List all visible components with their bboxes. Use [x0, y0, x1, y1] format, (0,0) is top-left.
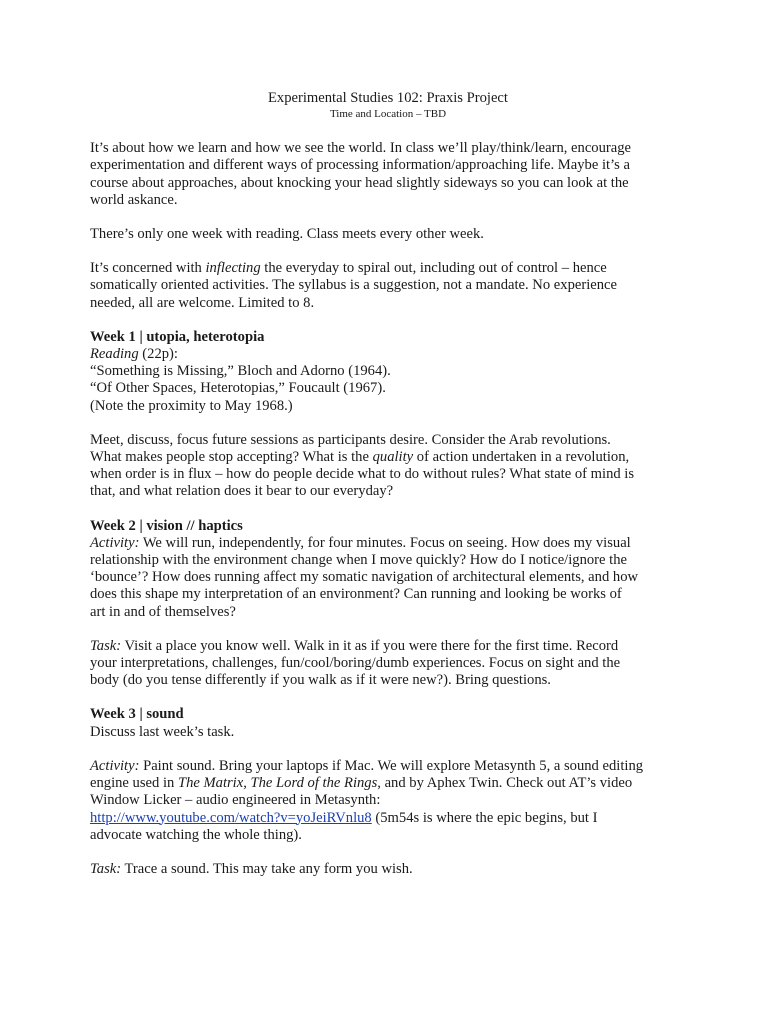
text-line: needed, all are welcome. Limited to 8.	[90, 294, 315, 311]
week-1-reading	[90, 346, 686, 415]
text-fragment: engine used in	[90, 775, 178, 792]
text-line	[90, 758, 686, 775]
text-fragment: Paint sound. Bring your laptops if Mac. We will explore Metasynth 5, a sound editing	[139, 757, 644, 774]
reading-pages: (22p):	[138, 346, 178, 363]
intro-paragraph-1	[90, 140, 686, 209]
text-line	[90, 810, 686, 827]
week-3-task	[90, 861, 686, 878]
week-2-task	[90, 638, 686, 690]
text-line: experimentation and different ways of processing information/approaching life. Maybe it’s a	[90, 157, 630, 174]
text-line: does this shape my interpretation of an environment? Can running and looking be works of	[90, 586, 622, 603]
text-fragment: the everyday to spiral out, including out of control – hence	[260, 260, 607, 277]
reading-item: “Something is Missing,” Bloch and Adorno (1964).	[90, 363, 391, 380]
text-line: course about approaches, about knocking your head slightly sideways so you can look at the	[90, 174, 629, 191]
text-line	[90, 535, 686, 552]
text-line	[90, 775, 686, 792]
emphasis-text: quality	[372, 449, 414, 466]
text-line: Window Licker – audio engineered in Metasynth:	[90, 792, 381, 809]
text-fragment: We will run, independently, for four minutes. Focus on seeing. How does my visual	[139, 534, 631, 551]
task-label: Task:	[90, 860, 122, 877]
task-label: Task:	[90, 637, 122, 654]
text-line: relationship with the environment change when I move quickly? How do I notice/ignore the	[90, 552, 627, 569]
text-line: world askance.	[90, 191, 178, 208]
text-line: your interpretations, challenges, fun/cool/boring/dumb experiences. Focus on sight and the	[90, 655, 621, 672]
reading-item: “Of Other Spaces, Heterotopias,” Foucault (1967).	[90, 380, 386, 397]
page-subtitle: Time and Location – TBD	[329, 108, 447, 121]
text-line: advocate watching the whole thing).	[90, 826, 302, 843]
text-fragment: of action undertaken in a revolution,	[413, 449, 630, 466]
film-title: The Matrix	[177, 775, 244, 792]
reading-label: Reading	[90, 346, 139, 363]
text-fragment: ,	[243, 775, 251, 792]
text-line: ‘bounce’? How does running affect my somatic navigation of architectural elements, and how	[90, 569, 639, 586]
text-fragment: (5m54s is where the epic begins, but I	[371, 809, 598, 826]
page-title: Experimental Studies 102: Praxis Project	[268, 90, 508, 106]
text-line: when order is in flux – how do people decide what to do without rules? What state of mind is	[90, 466, 635, 483]
text-line: It’s about how we learn and how we see the world. In class we’ll play/think/learn, encourage	[90, 140, 632, 157]
text-line	[90, 449, 686, 466]
intro-paragraph-3	[90, 260, 686, 312]
week-3-heading: Week 3 | sound	[90, 706, 184, 723]
text-line	[90, 638, 686, 655]
week-3-activity	[90, 758, 686, 844]
emphasis-text: inflecting	[205, 260, 261, 277]
text-line: art in and of themselves?	[90, 603, 236, 620]
text-fragment: Visit a place you know well. Walk in it as if you were there for the first time. Record	[121, 637, 619, 654]
week-2-activity	[90, 535, 686, 621]
activity-label: Activity:	[90, 534, 140, 551]
text-line	[90, 260, 686, 277]
week-2-heading: Week 2 | vision // haptics	[90, 517, 243, 534]
text-line: that, and what relation does it bear to our everyday?	[90, 483, 394, 500]
text-fragment: Trace a sound. This may take any form you wish.	[121, 860, 413, 877]
document-page	[90, 90, 686, 895]
activity-label: Activity:	[90, 757, 140, 774]
youtube-link[interactable]: http://www.youtube.com/watch?v=yoJeiRVnlu8	[90, 809, 372, 826]
text-line	[90, 346, 686, 363]
week-1-heading: Week 1 | utopia, heterotopia	[90, 328, 265, 345]
text-fragment: It’s concerned with	[90, 260, 206, 277]
text-fragment: What makes people stop accepting? What is the	[90, 449, 373, 466]
intro-paragraph-2: There’s only one week with reading. Class meets every other week.	[90, 226, 484, 243]
text-line: body (do you tense differently if you walk as if it were new?). Bring questions.	[90, 672, 551, 689]
week-1-discussion	[90, 432, 686, 501]
text-fragment: , and by Aphex Twin. Check out AT’s video	[377, 775, 633, 792]
reading-item: (Note the proximity to May 1968.)	[90, 397, 293, 414]
week-3-discuss: Discuss last week’s task.	[90, 723, 235, 740]
text-line: somatically oriented activities. The syllabus is a suggestion, not a mandate. No experience	[90, 277, 617, 294]
text-line: Meet, discuss, focus future sessions as participants desire. Consider the Arab revolutions.	[90, 431, 611, 448]
film-title: The Lord of the Rings	[250, 775, 378, 792]
